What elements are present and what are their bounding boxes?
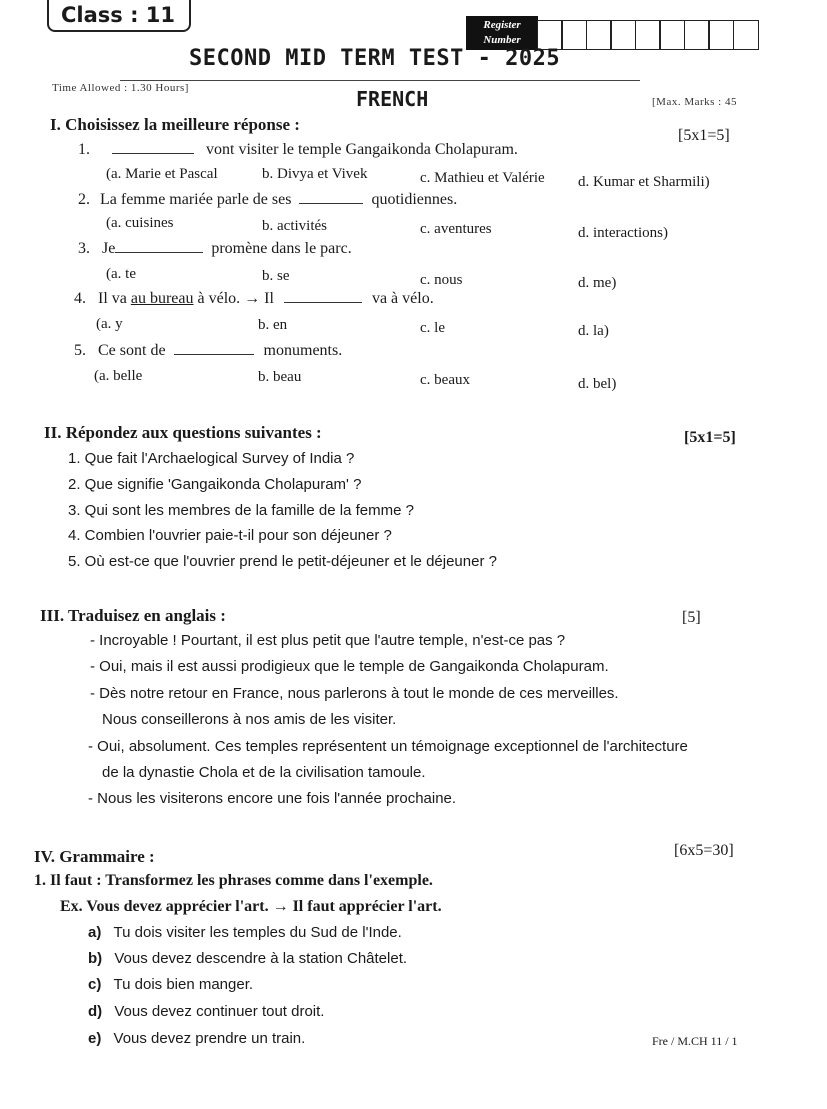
question-text-before: Je <box>102 240 116 257</box>
register-digit-box[interactable] <box>708 20 734 50</box>
question-text-before: La femme mariée parle de ses <box>100 191 292 208</box>
option-a[interactable]: (a. Marie et Pascal <box>106 166 218 182</box>
question-3 <box>78 240 352 258</box>
option-b[interactable]: b. beau <box>258 369 302 385</box>
answer-blank[interactable] <box>112 141 194 154</box>
section-2-question-4: 4. Combien l'ouvrier paie-t-il pour son déjeuner ? <box>68 527 392 544</box>
translation-line-4: Nous conseillerons à nos amis de les visiter. <box>102 711 397 728</box>
answer-blank[interactable] <box>299 191 363 204</box>
option-b[interactable]: b. activités <box>262 218 327 234</box>
register-label-line-1: Register <box>483 19 521 31</box>
section-2-marks: [5x1=5] <box>684 429 736 446</box>
question-text-middle: à vélo. → Il <box>197 290 274 307</box>
max-marks: [Max. Marks : 45 <box>652 96 737 108</box>
register-digit-box[interactable] <box>610 20 636 50</box>
question-5 <box>74 342 342 360</box>
question-text-after: va à vélo. <box>371 290 434 307</box>
question-text-before: Il va <box>98 290 127 307</box>
item-text: Tu dois bien manger. <box>113 976 254 993</box>
question-text: vont visiter le temple Gangaikonda Cholapuram. <box>206 141 518 158</box>
question-text-after: monuments. <box>263 342 343 359</box>
time-allowed: Time Allowed : 1.30 Hours] <box>52 82 189 94</box>
option-a[interactable]: (a. belle <box>94 368 143 384</box>
option-b[interactable]: b. Divya et Vivek <box>262 166 368 182</box>
item-letter: d) <box>88 1003 103 1020</box>
section-3-title: III. Traduisez en anglais : <box>40 606 226 625</box>
register-digit-box[interactable] <box>586 20 612 50</box>
underlined-phrase: au bureau <box>130 290 194 307</box>
translation-line-2: - Oui, mais il est aussi prodigieux que le temple de Gangaikonda Cholapuram. <box>90 658 609 675</box>
section-2-question-2: 2. Que signifie 'Gangaikonda Cholapuram' ? <box>68 476 362 493</box>
option-c[interactable]: c. Mathieu et Valérie <box>420 170 545 186</box>
section-3-marks: [5] <box>682 609 701 626</box>
item-text: Vous devez prendre un train. <box>113 1030 306 1047</box>
answer-blank[interactable] <box>174 342 254 355</box>
option-c[interactable]: c. nous <box>420 272 463 288</box>
item-letter: e) <box>88 1030 102 1047</box>
question-4 <box>74 290 434 308</box>
register-number-boxes[interactable] <box>538 20 759 50</box>
item-letter: a) <box>88 924 102 941</box>
question-text-after: quotidiennes. <box>371 191 458 208</box>
option-c[interactable]: c. aventures <box>420 221 492 237</box>
item-text: Vous devez continuer tout droit. <box>114 1003 325 1020</box>
subject-title: FRENCH <box>356 87 429 111</box>
register-number-label <box>466 16 538 50</box>
register-label-line-2: Number <box>483 34 521 46</box>
register-digit-box[interactable] <box>659 20 685 50</box>
section-2-question-5: 5. Où est-ce que l'ouvrier prend le petit-déjeuner et le déjeuner ? <box>68 553 497 570</box>
question-1 <box>78 141 518 159</box>
option-d[interactable]: d. Kumar et Sharmili) <box>578 174 710 190</box>
item-text: Vous devez descendre à la station Châtelet. <box>114 950 408 967</box>
section-1-title: I. Choisissez la meilleure réponse : <box>50 115 300 134</box>
item-letter: b) <box>88 950 103 967</box>
option-b[interactable]: b. en <box>258 317 288 333</box>
translation-line-3: - Dès notre retour en France, nous parlerons à tout le monde de ces merveilles. <box>90 685 619 702</box>
option-a[interactable]: (a. y <box>96 316 123 332</box>
grammar-example: Ex. Vous devez apprécier l'art. → Il faut apprécier l'art. <box>60 898 442 915</box>
option-d[interactable]: d. bel) <box>578 376 617 392</box>
register-digit-box[interactable] <box>561 20 587 50</box>
question-number: 5. <box>74 342 86 359</box>
option-a[interactable]: (a. te <box>106 266 136 282</box>
exam-title: SECOND MID TERM TEST - 2025 <box>189 46 561 71</box>
translation-line-7: - Nous les visiterons encore une fois l'année prochaine. <box>88 790 457 807</box>
question-number: 2. <box>78 191 90 208</box>
section-1-marks: [5x1=5] <box>678 127 730 144</box>
class-label: Class : 11 <box>47 0 191 32</box>
grammar-item-c <box>88 976 253 993</box>
answer-blank[interactable] <box>284 290 362 303</box>
section-2-question-1: 1. Que fait l'Archaelogical Survey of India ? <box>68 450 355 467</box>
translation-line-5: - Oui, absolument. Ces temples représentent un témoignage exceptionnel de l'architecture <box>88 738 688 755</box>
option-d[interactable]: d. la) <box>578 323 609 339</box>
grammar-instruction: 1. Il faut : Transformez les phrases comme dans l'exemple. <box>34 872 433 889</box>
section-2-title: II. Répondez aux questions suivantes : <box>44 423 322 442</box>
option-a[interactable]: (a. cuisines <box>106 215 174 231</box>
page-code: Fre / M.CH 11 / 1 <box>652 1034 738 1048</box>
option-b[interactable]: b. se <box>262 268 290 284</box>
question-text-before: Ce sont de <box>98 342 166 359</box>
grammar-item-b <box>88 950 407 967</box>
item-letter: c) <box>88 976 102 993</box>
question-number: 1. <box>78 141 90 158</box>
section-2-question-3: 3. Qui sont les membres de la famille de la femme ? <box>68 502 414 519</box>
section-4-marks: [6x5=30] <box>674 842 734 859</box>
question-text-after: promène dans le parc. <box>211 240 352 257</box>
section-4-title: IV. Grammaire : <box>34 847 155 866</box>
translation-line-1: - Incroyable ! Pourtant, il est plus petit que l'autre temple, n'est-ce pas ? <box>90 632 566 649</box>
question-number: 3. <box>78 240 90 257</box>
item-text: Tu dois visiter les temples du Sud de l'Inde. <box>113 924 402 941</box>
option-d[interactable]: d. interactions) <box>578 225 668 241</box>
title-divider <box>120 80 640 81</box>
register-digit-box[interactable] <box>684 20 710 50</box>
option-d[interactable]: d. me) <box>578 275 617 291</box>
option-c[interactable]: c. beaux <box>420 372 470 388</box>
translation-line-6: de la dynastie Chola et de la civilisation tamoule. <box>102 764 426 781</box>
grammar-item-d <box>88 1003 324 1020</box>
grammar-item-a <box>88 924 402 941</box>
grammar-item-e <box>88 1030 305 1047</box>
question-number: 4. <box>74 290 86 307</box>
answer-blank[interactable] <box>115 240 203 253</box>
register-digit-box[interactable] <box>635 20 661 50</box>
question-2 <box>78 191 457 209</box>
register-digit-box[interactable] <box>733 20 759 50</box>
option-c[interactable]: c. le <box>420 320 445 336</box>
